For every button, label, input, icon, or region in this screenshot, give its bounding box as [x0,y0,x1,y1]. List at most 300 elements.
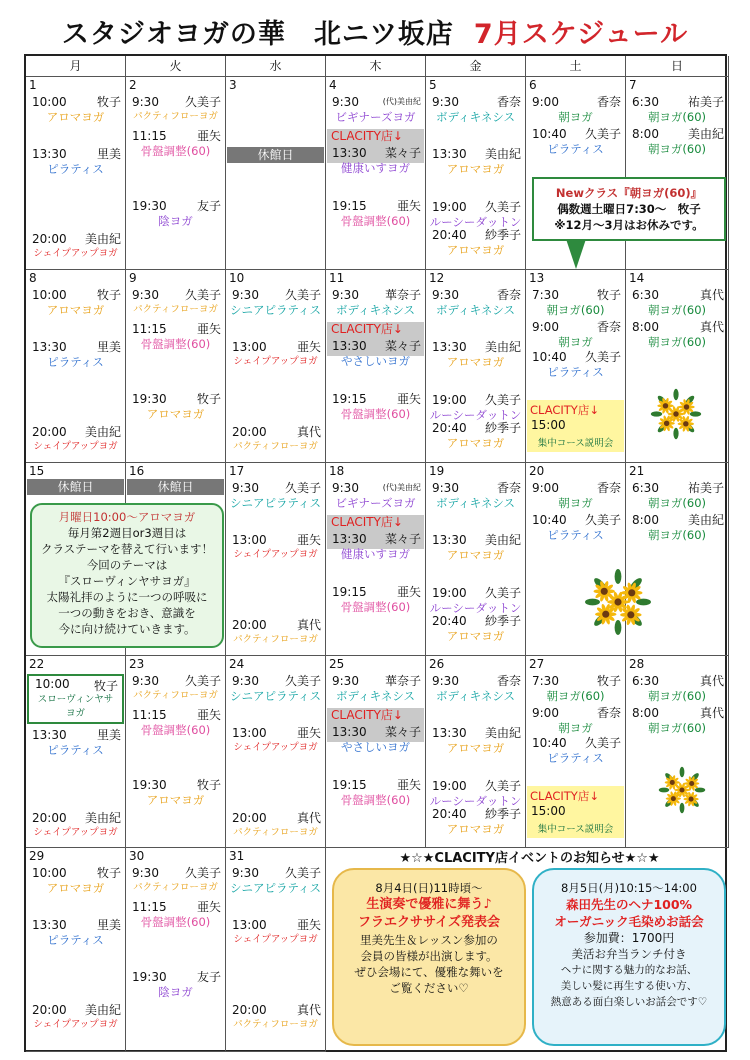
day-cell [226,77,326,270]
instructor-name: 亜矢 [396,392,421,406]
class-name: ピラティス [547,528,604,542]
event-highlight [527,400,624,452]
class-time: 19:15 [332,392,367,406]
class-name: 朝ヨガ [558,110,593,124]
instructor-name: 真代 [699,288,724,302]
instructor-name: 亜矢 [196,129,221,143]
class-name: シェイプアップヨガ [233,934,318,945]
class-time: 10:00 [32,288,67,302]
class-name: 骨盤調整(60) [140,723,211,737]
instructor-name: 美由紀 [84,811,121,825]
class-name: パクティフローヨガ [233,1019,318,1030]
class-entry [126,778,225,808]
class-entry [226,533,325,563]
class-name: アロマヨガ [446,162,505,176]
day-cell [326,77,426,270]
note-line: 今に向け続けていきます。 [58,622,196,636]
store-label: CLACITY店↓ [331,322,403,336]
class-entry [426,421,525,451]
class-name: ヨガ [65,708,85,719]
class-name: やさしいヨガ [341,354,410,368]
note-line: 一つの動きをおき、意識を [58,606,196,620]
date-number: 1 [29,78,37,92]
instructor-name: 香奈 [496,288,521,302]
instructor-name: 牧子 [96,95,121,109]
instructor-name: 香奈 [496,481,521,495]
class-entry [126,95,225,125]
class-time: 13:30 [32,728,67,742]
special-class-box [27,674,124,724]
instructor-name: 華奈子 [384,288,421,302]
instructor-name: 真代 [296,618,321,632]
class-entry [426,586,525,616]
day-cell [126,77,226,270]
class-name: シニアピラティス [229,689,322,703]
date-number: 3 [229,78,237,92]
callout-heading: Newクラス『朝ヨガ(60)』 [555,186,703,200]
class-entry [626,706,728,736]
class-entry [326,339,425,369]
class-entry [426,481,525,511]
class-time: 6:30 [632,95,659,109]
class-time: 9:30 [232,866,259,880]
class-entry [126,900,225,930]
weekday-header: 水 [226,56,326,77]
event-line: 美活お弁当ランチ付き [571,947,687,961]
date-number: 10 [229,271,245,285]
class-entry [526,481,625,511]
instructor-name: 真代 [296,1003,321,1017]
date-number: 15 [29,464,45,478]
instructor-name: 亜矢 [396,585,421,599]
instructor-name: 亜矢 [296,340,321,354]
instructor-name: 美由紀 [84,232,121,246]
date-number: 5 [429,78,437,92]
class-time: 9:00 [532,706,559,720]
class-name: 朝ヨガ(60) [647,528,707,542]
class-entry [26,288,125,318]
instructor-name: 久美子 [284,866,321,880]
class-entry [626,320,728,350]
day-cell [226,656,326,848]
class-time: 9:30 [232,481,259,495]
day-cell [326,270,426,463]
date-number: 30 [129,849,145,863]
class-name: 骨盤調整(60) [340,600,411,614]
class-name: アロマヨガ [46,303,105,317]
instructor-name: 友子 [196,970,221,984]
class-name: ボディキネシス [435,496,515,510]
class-time: 20:40 [432,614,467,628]
class-entry [226,866,325,896]
class-name: シェイプアップヨガ [233,549,318,560]
class-entry [626,288,728,318]
day-cell [326,463,426,656]
note-line: 太陽礼拝のように一つの呼吸に [46,590,208,604]
class-time: 10:40 [532,350,567,364]
class-entry [426,807,525,837]
instructor-name: 亜矢 [296,918,321,932]
note-line: 『スローヴィンヤサヨガ』 [58,574,196,588]
instructor-name: 亜矢 [196,708,221,722]
instructor-name: 紗季子 [484,614,521,628]
event-time: 15:00 [531,418,566,432]
class-entry [126,199,225,229]
class-time: 19:15 [332,199,367,213]
day-cell [426,656,526,848]
class-entry [226,288,325,318]
class-time: 20:00 [32,811,67,825]
instructor-name: 香奈 [496,95,521,109]
class-entry [326,585,425,615]
date-number: 20 [529,464,545,478]
class-name: パクティフローヨガ [133,882,218,893]
event-headline: フラエクササイズ発表会 [358,915,500,930]
date-number: 28 [629,657,645,671]
class-entry [26,232,125,262]
class-name: ボディキネシス [335,689,415,703]
class-time: 13:30 [332,725,367,739]
instructor-name: 亜矢 [396,199,421,213]
instructor-name: 美由紀 [484,533,521,547]
class-entry [526,513,625,543]
instructor-name: 美由紀 [84,425,121,439]
class-name: 朝ヨガ(60) [647,335,707,349]
class-entry [26,147,125,177]
instructor-name: 美由紀 [687,127,724,141]
weekday-header: 月 [26,56,126,77]
class-entry [226,618,325,648]
event-line: 里美先生＆レッスン参加の [360,933,498,947]
class-name: パクティフローヨガ [233,441,318,452]
class-entry [226,726,325,756]
instructor-name: 牧子 [596,288,621,302]
class-name: 朝ヨガ(60) [546,303,605,317]
class-name: シェイプアップヨガ [233,742,318,753]
class-time: 19:15 [332,585,367,599]
event-headline: オーガニック毛染めお話会 [554,914,704,929]
class-name: シェイプアップヨガ [33,248,118,259]
class-time: 13:30 [32,147,67,161]
class-entry [126,866,225,896]
class-time: 20:00 [232,618,267,632]
instructor-name: 久美子 [484,779,521,793]
class-time: 20:40 [432,807,467,821]
class-time: 8:00 [632,706,659,720]
day-cell [26,270,126,463]
event-date: 8月5日(月)10:15〜14:00 [561,881,697,895]
class-entry [426,288,525,318]
instructor-name: 久美子 [484,393,521,407]
class-time: 9:30 [232,288,259,302]
class-name: 骨盤調整(60) [140,915,211,929]
class-time: 19:00 [432,393,467,407]
class-name: 陰ヨガ [158,985,193,999]
date-number: 16 [129,464,145,478]
class-time: 10:00 [32,866,67,880]
event-time: 15:00 [531,804,566,818]
class-time: 13:30 [32,918,67,932]
instructor-name: 久美子 [284,288,321,302]
instructor-name: 里美 [96,728,121,742]
events-heading: ★☆★CLACITY店イベントのお知らせ★☆★ [399,851,660,866]
instructor-name: 亜矢 [196,322,221,336]
class-entry [526,674,625,704]
class-name: ピラティス [547,365,604,379]
class-name: パクティフローヨガ [133,690,218,701]
instructor-name: 香奈 [496,674,521,688]
class-time: 11:15 [132,129,167,143]
note-line: クラステーマを替えて行います！ [41,542,213,556]
sunflower-icon [650,388,702,440]
event-box-henna [532,868,726,1046]
instructor-name: 牧子 [96,288,121,302]
class-name: 健康いすヨガ [341,161,410,175]
class-time: 20:00 [232,811,267,825]
class-name: アロマヨガ [446,243,505,257]
instructor-name: 久美子 [584,513,621,527]
class-name: ボディキネシス [435,303,515,317]
class-entry [326,481,425,511]
date-number: 7 [629,78,637,92]
class-name: 朝ヨガ(60) [647,721,707,735]
instructor-name: 菜々子 [384,725,421,739]
date-number: 8 [29,271,37,285]
class-time: 13:30 [332,339,367,353]
class-time: 19:15 [332,778,367,792]
weekday-header: 金 [426,56,526,77]
class-time: 13:00 [232,726,267,740]
date-number: 26 [429,657,445,671]
instructor-name: 久美子 [484,200,521,214]
instructor-name: 菜々子 [384,532,421,546]
class-name: 骨盤調整(60) [140,337,211,351]
class-name: アロマヨガ [46,110,105,124]
note-line: 今回のテーマは [86,558,168,572]
date-number: 18 [329,464,345,478]
class-time: 13:30 [432,340,467,354]
class-entry [426,147,525,177]
class-entry [526,350,625,380]
class-entry [526,320,625,350]
class-name: シェイプアップヨガ [33,1019,118,1030]
class-time: 13:30 [432,533,467,547]
class-entry [326,532,425,562]
class-time: 9:30 [132,674,159,688]
class-name: 朝ヨガ [558,335,593,349]
date-number: 24 [229,657,245,671]
instructor-name: 牧子 [196,392,221,406]
class-name: 骨盤調整(60) [340,407,411,421]
class-time: 8:00 [632,127,659,141]
class-time: 7:30 [532,674,559,688]
day-cell [426,270,526,463]
instructor-name: 真代 [296,811,321,825]
date-number: 29 [29,849,45,863]
class-entry [326,725,425,755]
instructor-name: 美由紀 [484,147,521,161]
class-time: 19:30 [132,199,167,213]
class-entry [326,95,425,125]
instructor-name: 真代 [699,674,724,688]
day-cell [226,270,326,463]
class-name: アロマヨガ [146,407,205,421]
class-name: ビギナーズヨガ [335,110,416,124]
instructor-name: (代)美由紀 [382,483,421,492]
date-number: 21 [629,464,645,478]
class-name: ルーシーダットン [429,794,522,808]
class-name: ピラティス [47,743,104,757]
class-entry [126,288,225,318]
date-number: 17 [229,464,245,478]
instructor-name: 真代 [699,320,724,334]
class-time: 13:30 [332,146,367,160]
instructor-name: 亜矢 [396,778,421,792]
class-entry [426,726,525,756]
note-heading: 月曜日10:00〜アロマヨガ [58,510,196,524]
store-label: CLACITY店↓ [331,515,403,529]
event-name: 集中コース説明会 [537,824,614,835]
class-entry [126,322,225,352]
class-time: 11:15 [132,900,167,914]
instructor-name: 美由紀 [484,726,521,740]
date-number: 27 [529,657,545,671]
event-line: 美しい髪に再生する使い方、 [560,980,698,992]
instructor-name: 香奈 [596,481,621,495]
day-cell [326,656,426,848]
closed-day-bar: 休館日 [27,479,124,495]
date-number: 14 [629,271,645,285]
class-time: 19:30 [132,392,167,406]
closed-day-bar: 休館日 [127,479,224,495]
class-time: 19:30 [132,778,167,792]
class-name: やさしいヨガ [341,740,410,754]
class-name: アロマヨガ [46,881,105,895]
instructor-name: 祐美子 [687,95,724,109]
class-time: 13:30 [32,340,67,354]
date-number: 2 [129,78,137,92]
class-entry [26,918,125,948]
date-number: 23 [129,657,145,671]
date-number: 11 [329,271,345,285]
class-name: ビギナーズヨガ [335,496,416,510]
class-time: 9:30 [332,674,359,688]
instructor-name: 美由紀 [484,340,521,354]
class-entry [126,970,225,1000]
instructor-name: 真代 [699,706,724,720]
class-name: ルーシーダットン [429,408,522,422]
callout-pointer [566,239,586,269]
instructor-name: 久美子 [184,866,221,880]
class-name: 朝ヨガ [558,496,593,510]
date-number: 4 [329,78,337,92]
date-number: 19 [429,464,445,478]
schedule-calendar [24,54,727,1052]
class-entry [26,1003,125,1033]
studio-name: スタジオヨガの華 北ニツ坂店 [61,19,454,50]
class-entry [226,340,325,370]
date-number: 6 [529,78,537,92]
class-time: 6:30 [632,288,659,302]
class-name: アロマヨガ [146,793,205,807]
class-time: 9:30 [232,674,259,688]
class-entry [226,1003,325,1033]
class-name: アロマヨガ [446,548,505,562]
event-fee: 参加費：1700円 [583,931,675,945]
class-name: スローヴィンヤサ [37,694,114,705]
class-entry [26,340,125,370]
class-entry [426,779,525,809]
instructor-name: 牧子 [93,679,118,693]
callout-line: ※12月〜3月はお休みです。 [554,218,704,232]
class-time: 11:15 [132,322,167,336]
class-entry [626,513,728,543]
class-entry [426,614,525,644]
instructor-name: 友子 [196,199,221,213]
class-entry [26,425,125,455]
class-time: 9:30 [132,288,159,302]
page-title [0,12,750,51]
class-entry [626,95,728,125]
class-entry [26,811,125,841]
instructor-name: 久美子 [184,674,221,688]
class-entry [526,706,625,736]
instructor-name: 菜々子 [384,339,421,353]
class-name: 骨盤調整(60) [340,793,411,807]
class-name: 朝ヨガ(60) [647,303,707,317]
store-label: CLACITY店↓ [331,129,403,143]
day-cell [26,848,126,1052]
instructor-name: 真代 [296,425,321,439]
class-name: 朝ヨガ(60) [647,689,707,703]
weekday-header: 土 [526,56,626,77]
class-time: 20:00 [32,425,67,439]
instructor-name: 亜矢 [296,533,321,547]
class-time: 9:30 [332,481,359,495]
class-time: 20:40 [432,421,467,435]
schedule-month: 7月スケジュール [473,19,689,50]
class-time: 20:40 [432,228,467,242]
class-entry [226,811,325,841]
class-name: ピラティス [47,162,104,176]
day-cell [626,656,729,848]
class-entry [626,127,728,157]
closed-day-bar: 休館日 [227,147,324,163]
class-entry [526,127,625,157]
class-name: パクティフローヨガ [233,827,318,838]
class-entry [326,146,425,176]
instructor-name: 紗季子 [484,807,521,821]
class-entry [426,393,525,423]
class-entry [526,736,625,766]
day-cell [26,77,126,270]
class-name: 骨盤調整(60) [340,214,411,228]
class-time: 10:00 [32,95,67,109]
class-time: 8:00 [632,513,659,527]
day-cell [126,848,226,1052]
instructor-name: 久美子 [284,674,321,688]
class-time: 9:30 [432,288,459,302]
class-time: 13:00 [232,918,267,932]
instructor-name: 華奈子 [384,674,421,688]
weekday-header: 火 [126,56,226,77]
class-entry [326,288,425,318]
class-name: ルーシーダットン [429,215,522,229]
monday-theme-note [30,503,224,648]
date-number: 12 [429,271,445,285]
class-entry [626,674,728,704]
instructor-name: 久美子 [484,586,521,600]
